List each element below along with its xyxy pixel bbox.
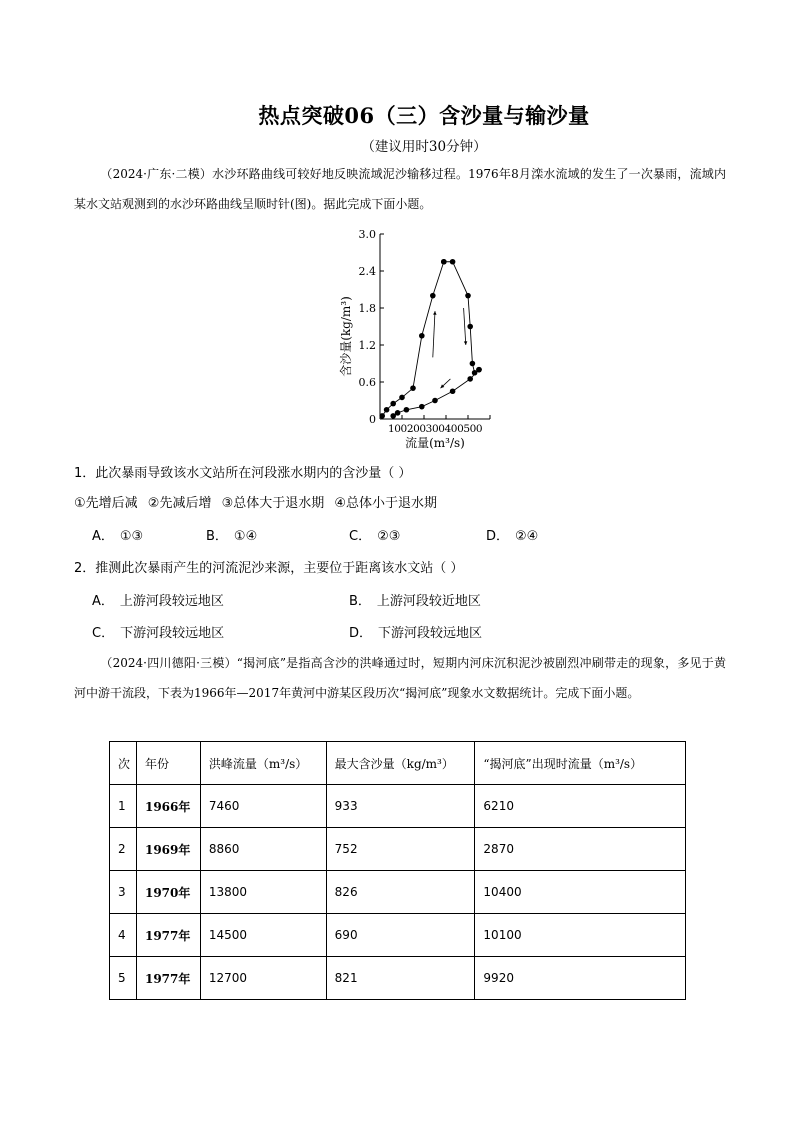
table-cell: 690 [326,914,475,957]
data-point [399,395,405,401]
table-cell: 6210 [475,785,686,828]
table-cell: 821 [326,957,475,1000]
table-header-cell: 年份 [136,742,200,785]
page-title: 热点突破06（三）含沙量与输沙量 [258,103,590,128]
y-tick-label: 1.8 [358,302,376,315]
option-letter: B． [206,529,228,544]
option-text: 上游河段较近地区 [376,594,481,609]
q1-statement-2: ②先减后增 [147,496,212,511]
data-point [419,333,425,339]
data-point [467,324,473,330]
option-letter: A． [92,594,114,609]
q1-statement-1: ①先增后减 [74,496,138,511]
table-cell: 5 [110,957,137,1000]
y-tick-label: 0 [369,413,376,426]
table-cell: 4 [110,914,137,957]
table-cell: 3 [110,871,137,914]
table-cell: 12700 [200,957,326,1000]
table-cell: 933 [326,785,475,828]
table-cell: 826 [326,871,475,914]
data-point [470,361,476,367]
table-cell: 13800 [200,871,326,914]
option-text: 下游河段较远地区 [378,626,483,641]
q1-statement-3: ③总体大于退水期 [221,496,325,511]
table-cell: 752 [326,828,475,871]
chart-svg [335,222,505,454]
option-letter: A． [92,529,114,544]
table-cell: 2 [110,828,137,871]
table-cell: 1977年 [136,957,200,1000]
table-cell: 1 [110,785,137,828]
q2-stem: 2．推测此次暴雨产生的河流泥沙来源，主要位于距离该水文站（ ） [74,561,464,576]
table-cell: 1966年 [136,785,200,828]
table-row [110,828,686,871]
q1-option-d[interactable] [486,525,538,544]
data-point [410,385,416,391]
table-row [110,957,686,1000]
rising-arrow-shaft [433,311,435,357]
data-point [476,367,482,373]
passage-2: （2024·四川德阳·三模）“揭河底”是指高含沙的洪峰通过时，短期内河床沉积泥沙被剧烈冲刷带走的现象，多见于黄河中游干流段，下表为1966年—2017年黄河中游某区段历次“揭河底”现象水文数据统计。完成下面小题。 [74,656,726,700]
q1-statements [74,492,443,511]
data-point [441,259,447,265]
q2-option-d[interactable] [349,622,482,641]
option-text: 下游河段较远地区 [120,626,225,641]
table-cell: 9920 [475,957,686,1000]
q1-option-c[interactable] [349,525,400,544]
table-cell: 1970年 [136,871,200,914]
table-cell: 14500 [200,914,326,957]
table-row [110,871,686,914]
option-letter: B． [349,594,371,609]
q1-option-b[interactable] [206,525,257,544]
table-cell: 1977年 [136,914,200,957]
table-header-cell: 洪峰流量（m³/s） [200,742,326,785]
table-header-cell: 次 [110,742,137,785]
sediment-discharge-chart [335,222,505,454]
table-header-row [110,742,686,785]
series-line-rising-limb [382,262,444,416]
option-text: ②③ [377,529,401,544]
table-cell: 8860 [200,828,326,871]
x-axis-label: 流量(m³/s) [405,436,465,450]
data-point [390,413,396,419]
table-cell: 2870 [475,828,686,871]
option-text: ②④ [515,529,539,544]
y-tick-label: 3.0 [358,228,376,241]
table-row [110,914,686,957]
falling-arrow-shaft [464,308,466,345]
page-subtitle: （建议用时30分钟） [361,139,487,155]
y-tick-label: 0.6 [358,376,376,389]
table-row [110,785,686,828]
passage-1: （2024·广东·二模）水沙环路曲线可较好地反映流域泥沙输移过程。1976年8月滦水流域的发生了一次暴雨，流域内某水文站观测到的水沙环路曲线呈顺时针(图)。据此完成下面小题。 [74,167,726,211]
q1-stem: 1．此次暴雨导致该水文站所在河段涨水期内的含沙量（ ） [74,466,412,481]
data-point [430,293,436,299]
x-tick-labels: 100200300400500 [388,423,483,435]
falling-arrow-head [464,341,467,345]
rising-arrow-head [433,311,436,315]
series-line-peak-and-falling-limb [444,262,479,373]
option-letter: C． [349,529,372,544]
option-text: ①③ [119,529,144,544]
y-axis-label: 含沙量(kg/m³) [339,296,353,377]
y-tick-label: 2.4 [358,265,376,278]
hydrology-table [109,741,686,1000]
q2-option-a[interactable] [92,590,224,609]
data-point [404,407,410,413]
data-point [467,376,473,382]
q1-option-a[interactable] [92,525,143,544]
option-letter: C． [92,626,115,641]
table-header-cell: 最大含沙量（kg/m³） [326,742,475,785]
data-point [379,413,385,419]
data-point [390,401,396,407]
table-cell: 10400 [475,871,686,914]
data-point [465,293,471,299]
data-point [450,259,456,265]
table-header-cell: “揭河底”出现时流量（m³/s） [475,742,686,785]
option-letter: D． [349,626,373,641]
data-point [384,407,390,413]
data-point [419,404,425,410]
q2-option-b[interactable] [349,590,481,609]
option-text: ①④ [233,529,258,544]
table-cell: 10100 [475,914,686,957]
option-text: 上游河段较远地区 [119,594,224,609]
option-letter: D． [486,529,510,544]
q1-statement-4: ④总体小于退水期 [334,496,438,511]
table-cell: 7460 [200,785,326,828]
y-tick-label: 1.2 [358,339,376,352]
q2-option-c[interactable] [92,622,224,641]
data-point [450,388,456,394]
data-point [432,398,438,404]
table-cell: 1969年 [136,828,200,871]
